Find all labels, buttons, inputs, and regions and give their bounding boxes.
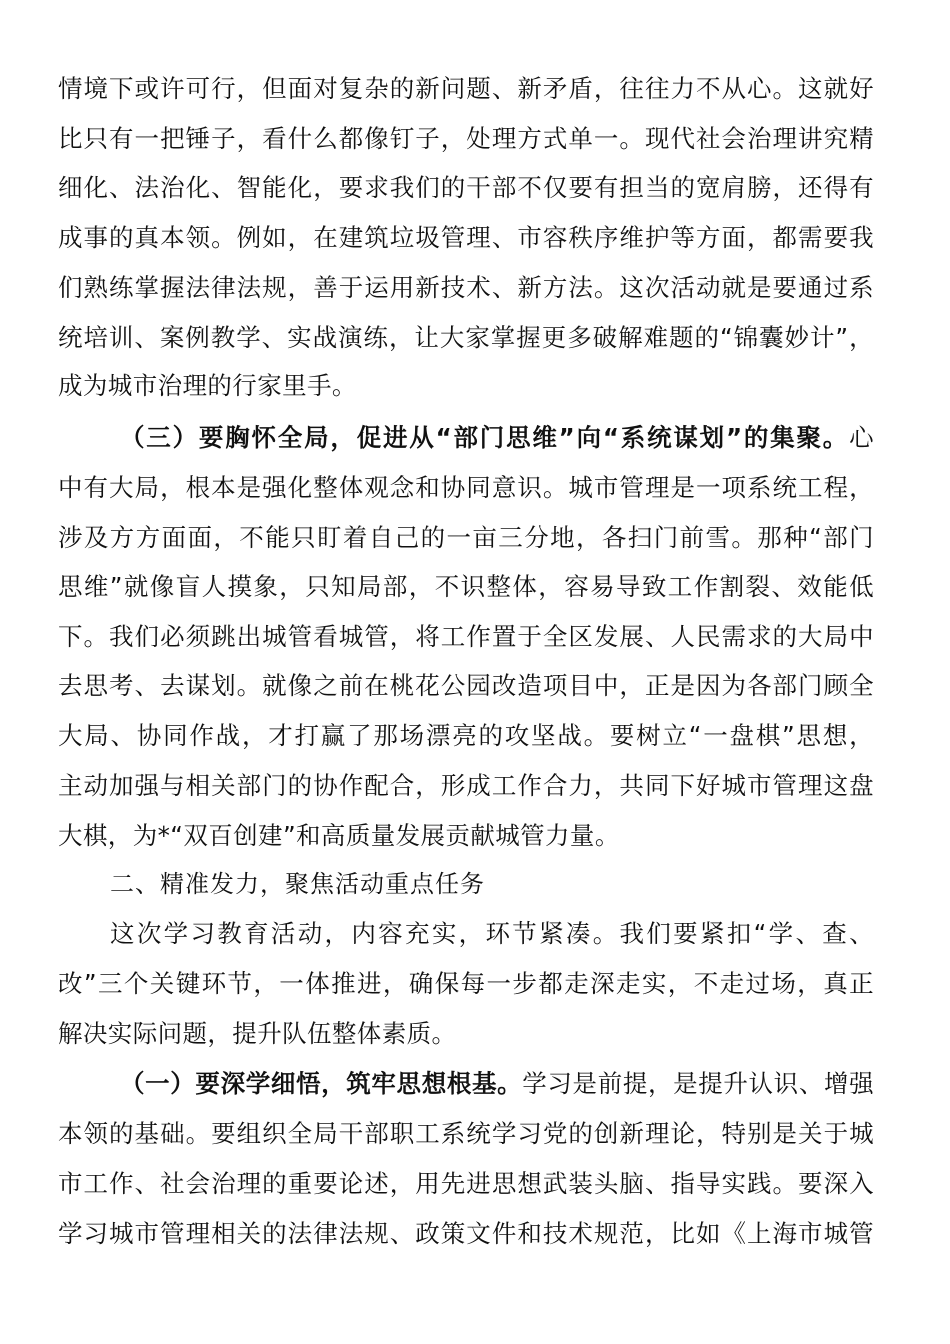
subheading-line-1 [120, 1067, 874, 1101]
body-text-line: 下。我们必须跳出城管看城管，将工作置于全区发展、人民需求的大局中 [58, 622, 874, 651]
subheading-3: （三）要胸怀全局，促进从“部门思维”向“系统谋划”的集聚。 [120, 423, 850, 452]
body-text-fragment: 学习是前提，是提升认识、增强 [522, 1069, 874, 1098]
body-text-line: 细化、法治化、智能化，要求我们的干部不仅要有担当的宽肩膀，还得有 [58, 173, 874, 202]
body-text-line: 情境下或许可行，但面对复杂的新问题、新矛盾，往往力不从心。这就好 [58, 74, 874, 103]
subheading-1: （一）要深学细悟，筑牢思想根基。 [120, 1069, 523, 1098]
body-text-line: 思维”就像盲人摸象，只知局部，不识整体，容易导致工作割裂、效能低 [58, 572, 874, 601]
body-text-line: 改”三个关键环节，一体推进，确保每一步都走深走实，不走过场，真正 [58, 969, 874, 998]
body-text-line: 市工作、社会治理的重要论述，用先进思想武装头脑、指导实践。要深入 [58, 1169, 874, 1198]
subheading-line-3 [120, 421, 874, 455]
body-text-line: 们熟练掌握法律法规，善于运用新技术、新方法。这次活动就是要通过系 [58, 273, 874, 302]
body-text-line: 解决实际问题，提升队伍整体素质。 [58, 1019, 457, 1048]
body-text-line: 中有大局，根本是强化整体观念和协同意识。城市管理是一项系统工程， [58, 473, 874, 502]
body-text-line: 成为城市治理的行家里手。 [58, 371, 357, 400]
body-text-line: 涉及方方面面，不能只盯着自己的一亩三分地，各扫门前雪。那种“部门 [58, 523, 874, 552]
body-text-line: 本领的基础。要组织全局干部职工系统学习党的创新理论，特别是关于城 [58, 1119, 874, 1148]
body-text-line: 学习城市管理相关的法律法规、政策文件和技术规范，比如《上海市城管 [58, 1219, 874, 1248]
body-text-fragment: 心 [849, 423, 874, 452]
body-text-line: 主动加强与相关部门的协作配合，形成工作合力，共同下好城市管理这盘 [58, 771, 874, 800]
body-text-line: 大局、协同作战，才打赢了那场漂亮的攻坚战。要树立“一盘棋”思想， [58, 721, 874, 750]
body-text-line: 去思考、去谋划。就像之前在桃花公园改造项目中，正是因为各部门顾全 [58, 671, 874, 700]
body-text-line: 大棋，为*“双百创建”和高质量发展贡献城管力量。 [58, 821, 620, 850]
body-text-line: 统培训、案例教学、实战演练，让大家掌握更多破解难题的“锦囊妙计”， [58, 323, 874, 352]
body-text-line: 比只有一把锤子，看什么都像钉子，处理方式单一。现代社会治理讲究精 [58, 124, 874, 153]
section-heading-2: 二、精准发力，聚焦活动重点任务 [110, 870, 485, 898]
body-text-line: 这次学习教育活动，内容充实，环节紧凑。我们要紧扣“学、查、 [110, 919, 874, 948]
body-text-line: 成事的真本领。例如，在建筑垃圾管理、市容秩序维护等方面，都需要我 [58, 223, 874, 252]
